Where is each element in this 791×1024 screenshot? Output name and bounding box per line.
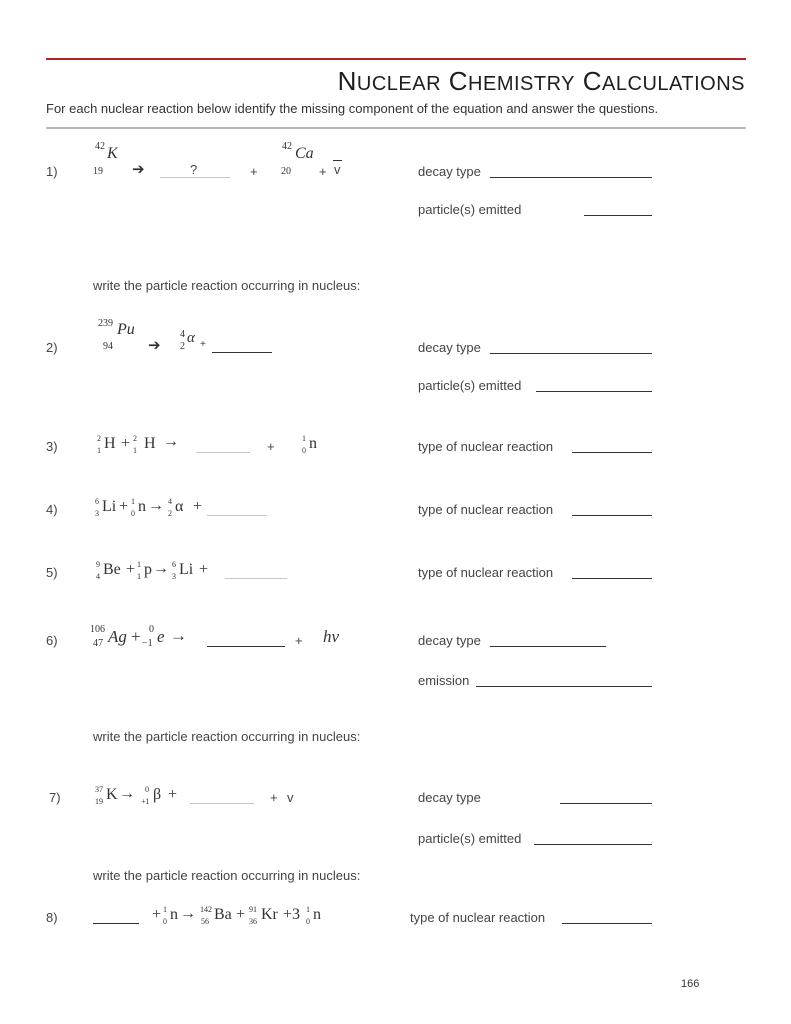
li-symbol: Li — [179, 561, 194, 578]
ag-mass-number: 106 — [90, 624, 105, 635]
top-divider — [46, 58, 746, 60]
h-atomic-number: 1 — [133, 446, 137, 455]
reaction-type-blank[interactable] — [572, 515, 652, 516]
li-atomic-number: 3 — [95, 509, 99, 518]
p-symbol: p — [144, 561, 152, 578]
decay-type-blank[interactable] — [490, 646, 606, 647]
answer-blank-product[interactable] — [207, 646, 285, 647]
plus-sign: + — [131, 627, 141, 646]
reaction-type-label: type of nuclear reaction — [418, 502, 554, 517]
plus-sign: + — [270, 790, 278, 805]
particles-emitted-blank[interactable] — [584, 215, 652, 216]
n-atomic-number: 0 — [131, 509, 135, 518]
be-symbol: Be — [103, 561, 121, 578]
be-atomic-number: 4 — [96, 572, 100, 581]
kr-symbol: Kr — [261, 906, 278, 923]
question-number: 8) — [46, 910, 58, 925]
answer-blank-product[interactable] — [207, 515, 267, 516]
ag-atomic-number: 47 — [93, 638, 103, 649]
plus-sign: + — [295, 633, 303, 648]
question-number: 7) — [49, 790, 61, 805]
unknown-marker: ? — [190, 162, 198, 177]
question-number: 3) — [46, 439, 58, 454]
reaction-type-blank[interactable] — [572, 452, 652, 453]
reaction-type-label: type of nuclear reaction — [418, 565, 554, 580]
write-prompt: write the particle reaction occurring in nucleus: — [93, 278, 361, 293]
coefficient-three: +3 — [283, 906, 301, 923]
plus-sign: + — [121, 435, 131, 452]
pu-mass-number: 239 — [98, 318, 113, 329]
reaction-arrow: → — [180, 905, 196, 922]
reaction-type-blank[interactable] — [562, 923, 652, 924]
n-symbol: n — [309, 435, 317, 452]
ca-symbol: Ca — [295, 145, 314, 162]
n-mass-number: 1 — [302, 434, 306, 443]
ag-symbol: Ag — [108, 627, 127, 646]
particles-emitted-label: particle(s) emitted — [418, 831, 522, 846]
reaction-arrow: ➔ — [148, 337, 161, 354]
reaction-type-label: type of nuclear reaction — [418, 439, 554, 454]
antineutrino-symbol: v — [334, 162, 341, 177]
k-mass-number: 42 — [95, 141, 105, 152]
reaction-type-label: type of nuclear reaction — [410, 910, 546, 925]
alpha-atomic-number: 2 — [180, 341, 185, 352]
decay-type-label: decay type — [418, 633, 481, 648]
plus-sign: + — [119, 498, 129, 515]
antineutrino-bar — [333, 160, 342, 161]
n-symbol: n — [313, 906, 321, 923]
p-atomic-number: 1 — [137, 572, 141, 581]
reaction-arrow: ➔ — [132, 161, 145, 178]
reaction-arrow: → — [153, 560, 169, 577]
k-atomic-number: 19 — [95, 797, 103, 806]
plus-sign: + — [168, 786, 178, 803]
alpha-mass-number: 4 — [168, 497, 172, 506]
page-title: NUCLEAR CHEMISTRY CALCULATIONS — [337, 66, 745, 96]
decay-type-blank[interactable] — [490, 353, 652, 354]
alpha-symbol: α — [175, 498, 184, 515]
li-symbol: Li — [102, 498, 117, 515]
h-atomic-number: 1 — [97, 446, 101, 455]
emission-label: emission — [418, 673, 470, 688]
question-number: 2) — [46, 340, 58, 355]
beta-atomic-number: +1 — [141, 797, 150, 806]
ca-atomic-number: 20 — [281, 166, 291, 177]
alpha-symbol: α — [187, 330, 195, 346]
answer-blank-product[interactable] — [160, 177, 230, 178]
answer-blank-reactant[interactable] — [93, 923, 139, 924]
alpha-mass-number: 4 — [180, 329, 185, 340]
particles-emitted-label: particle(s) emitted — [418, 378, 522, 393]
reaction-arrow: → — [170, 626, 187, 645]
emission-blank[interactable] — [476, 686, 652, 687]
particles-emitted-label: particle(s) emitted — [418, 202, 522, 217]
plus-sign: + — [236, 906, 246, 923]
header-divider — [46, 127, 746, 129]
n-symbol: n — [138, 498, 146, 515]
k-atomic-number: 19 — [93, 166, 103, 177]
n-atomic-number: 0 — [306, 917, 310, 926]
plus-sign: + — [126, 561, 136, 578]
plus-sign: + — [193, 498, 203, 515]
n-atomic-number: 0 — [163, 917, 167, 926]
k-symbol: K — [107, 145, 118, 162]
n-atomic-number: 0 — [302, 446, 306, 455]
h-symbol: H — [144, 435, 156, 452]
ba-atomic-number: 56 — [201, 917, 209, 926]
n-mass-number: 1 — [163, 905, 167, 914]
plus-sign: + — [200, 339, 206, 350]
question-number: 6) — [46, 633, 58, 648]
question-number: 5) — [46, 565, 58, 580]
n-mass-number: 1 — [306, 905, 310, 914]
beta-mass-number: 0 — [145, 785, 149, 794]
question-number: 4) — [46, 502, 58, 517]
reaction-arrow: → — [163, 433, 179, 450]
reaction-arrow: → — [119, 785, 135, 802]
instructions: For each nuclear reaction below identify the missing component of the equation and answer the questions. — [46, 101, 659, 116]
pu-symbol: Pu — [117, 321, 135, 338]
alpha-atomic-number: 2 — [168, 509, 172, 518]
decay-type-label: decay type — [418, 790, 481, 805]
ba-mass-number: 142 — [200, 905, 212, 914]
h-mass-number: 2 — [97, 434, 101, 443]
ba-symbol: Ba — [214, 906, 232, 923]
plus-sign: + — [199, 561, 209, 578]
k-mass-number: 37 — [95, 785, 103, 794]
write-prompt: write the particle reaction occurring in nucleus: — [93, 729, 361, 744]
reaction-type-blank[interactable] — [572, 578, 652, 579]
particles-emitted-blank[interactable] — [534, 844, 652, 845]
photon-symbol: hν — [323, 627, 340, 646]
h-symbol: H — [104, 435, 116, 452]
beta-symbol: β — [153, 786, 162, 803]
e-atomic-number: −1 — [142, 638, 153, 649]
reaction-arrow: → — [148, 497, 164, 514]
kr-mass-number: 91 — [249, 905, 257, 914]
plus-sign: + — [250, 164, 258, 179]
page-number: 166 — [681, 978, 700, 990]
h-mass-number: 2 — [133, 434, 137, 443]
e-symbol: e — [157, 627, 165, 646]
p-mass-number: 1 — [137, 560, 141, 569]
answer-blank-product[interactable] — [225, 578, 287, 579]
kr-atomic-number: 36 — [249, 917, 257, 926]
decay-type-label: decay type — [418, 340, 481, 355]
answer-blank-product[interactable] — [196, 452, 250, 453]
decay-type-label: decay type — [418, 164, 481, 179]
be-mass-number: 9 — [96, 560, 100, 569]
n-mass-number: 1 — [131, 497, 135, 506]
decay-type-blank[interactable] — [560, 803, 652, 804]
particles-emitted-blank[interactable] — [536, 391, 652, 392]
n-symbol: n — [170, 906, 178, 923]
k-symbol: K — [106, 786, 118, 803]
plus-sign: + — [152, 906, 162, 923]
answer-blank-product[interactable] — [190, 803, 254, 804]
plus-sign: + — [267, 439, 275, 454]
pu-atomic-number: 94 — [103, 341, 113, 352]
plus-sign: + — [319, 164, 327, 179]
li-mass-number: 6 — [172, 560, 176, 569]
question-number: 1) — [46, 164, 58, 179]
li-mass-number: 6 — [95, 497, 99, 506]
write-prompt: write the particle reaction occurring in nucleus: — [93, 868, 361, 883]
neutrino-symbol: v — [287, 790, 294, 805]
answer-blank-product[interactable] — [212, 352, 272, 353]
e-mass-number: 0 — [149, 624, 154, 635]
li-atomic-number: 3 — [172, 572, 176, 581]
decay-type-blank[interactable] — [490, 177, 652, 178]
ca-mass-number: 42 — [282, 141, 292, 152]
